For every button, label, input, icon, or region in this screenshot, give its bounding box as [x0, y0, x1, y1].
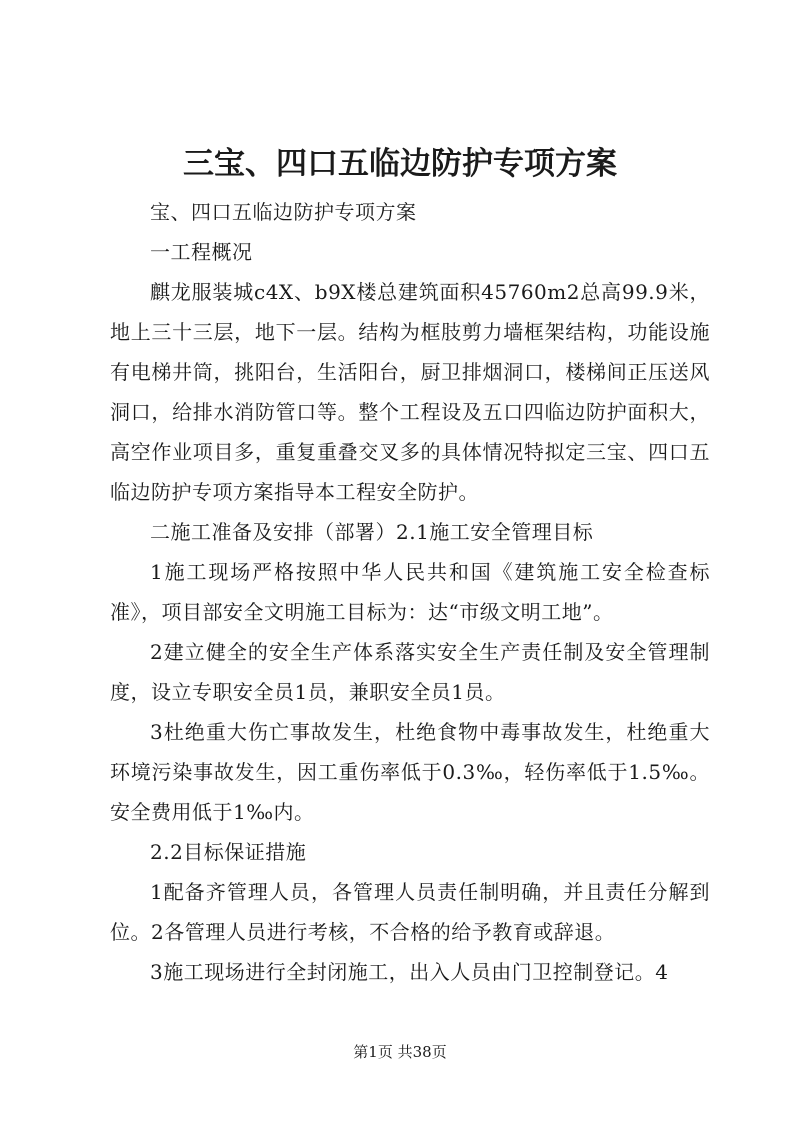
- paragraph-measure-1-2: 1配备齐管理人员，各管理人员责任制明确，并且责任分解到位。2各管理人员进行考核，不合格的给予教育或辞退。: [110, 880, 710, 944]
- paragraph-section-1-heading: 一工程概况: [150, 240, 253, 264]
- document-title: 三宝、四口五临边防护专项方案: [183, 146, 617, 182]
- paragraph-section-2-heading: 二施工准备及安排（部署）2.1施工安全管理目标: [150, 520, 594, 544]
- paragraph-goal-1: 1施工现场严格按照中华人民共和国《建筑施工安全检查标准》，项目部安全文明施工目标为：达“市级文明工地”。: [110, 560, 710, 624]
- document-body: [110, 192, 710, 992]
- paragraph-subtitle: 宝、四口五临边防护专项方案: [150, 200, 417, 224]
- paragraph-goal-2: 2建立健全的安全生产体系落实安全生产责任制及安全管理制度，设立专职安全员1员，兼职安全员1员。: [110, 640, 710, 704]
- paragraph-project-overview: 麒龙服装城c4X、b9X楼总建筑面积45760m2总高99.9米，地上三十三层，地下一层。结构为框肢剪力墙框架结构，功能设施有电梯井筒，挑阳台，生活阳台，厨卫排烟洞口，楼梯间正压送风洞口，给排水消防管口等。整个工程设及五口四临边防护面积大，高空作业项目多，重复重叠交叉多的具体情况特拟定三宝、四口五临边防护专项方案指导本工程安全防护。: [110, 280, 710, 504]
- paragraph-section-2-2-heading: 2.2目标保证措施: [150, 840, 307, 864]
- paragraph-measure-3-4: 3施工现场进行全封闭施工，出入人员由门卫控制登记。4: [150, 960, 669, 984]
- page-number-footer: 第1页 共38页: [353, 1043, 447, 1061]
- paragraph-goal-3: 3杜绝重大伤亡事故发生，杜绝食物中毒事故发生，杜绝重大环境污染事故发生，因工重伤率低于0.3‰，轻伤率低于1.5‰。安全费用低于1‰内。: [110, 720, 710, 824]
